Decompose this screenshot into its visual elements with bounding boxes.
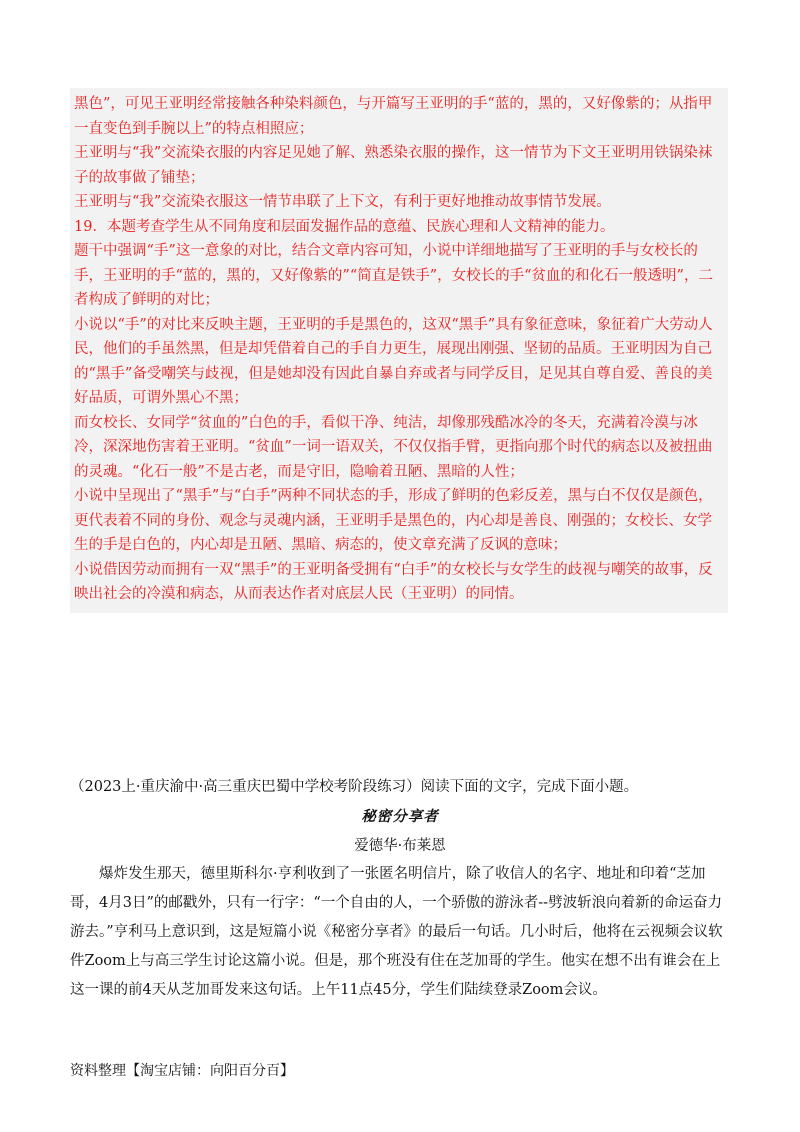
- question-source-line: （2023上·重庆渝中·高三重庆巴蜀中学校考阶段练习）阅读下面的文字，完成下面小题。: [70, 779, 639, 795]
- story-author: 爱德华·布莱恩: [354, 838, 446, 854]
- story-title: 秘密分享者: [361, 808, 439, 825]
- answer-paragraph: 小说中呈现出了“黑手”与“白手”两种不同状态的手，形成了鲜明的色彩反差，黑与白不仅仅是颜色，更代表着不同的身份、观念与灵魂内涵，王亚明手是黑色的，内心却是善良、刚强的；女校长、女学生的手是白色的，内心却是丑陋、黑暗、病态的，使文章充满了反讽的意味；: [74, 488, 713, 553]
- answer-explanation-block: [70, 88, 728, 613]
- answer-paragraph: 而女校长、女同学“贫血的”白色的手，看似干净、纯洁，却像那残酷冰冷的冬天，充满着冷漠与冰冷，深深地伤害着王亚明。“贫血”一词一语双关，不仅仅指手臂，更指向那个时代的病态以及被扭曲的灵魂。“化石一般”不是古老，而是守旧，隐喻着丑陋、黑暗的人性；: [74, 414, 713, 480]
- answer-paragraph: 19．本题考查学生从不同角度和层面发掘作品的意蕴、民族心理和人文精神的能力。: [74, 218, 615, 235]
- answer-paragraph: 王亚明与“我”交流染衣服这一情节串联了上下文，有利于更好地推动故事情节发展。: [74, 194, 611, 210]
- story-body: [70, 860, 730, 1005]
- answer-paragraph: 王亚明与“我”交流染衣服的内容足见她了解、熟悉染衣服的操作，这一情节为下文王亚明用铁锅染袜子的故事做了铺垫；: [74, 145, 713, 186]
- answer-paragraph: 小说借因劳动而拥有一双“黑手”的王亚明备受拥有“白手”的女校长与女学生的歧视与嘲笑的故事，反映出社会的冷漠和病态，从而表达作者对底层人民（王亚明）的同情。: [74, 561, 713, 602]
- story-paragraph: 爆炸发生那天，德里斯科尔·亨利收到了一张匿名明信片，除了收信人的名字、地址和印着“芝加哥，4月3日”的邮戳外，只有一行字：“一个自由的人，一个骄傲的游泳者--劈波斩浪向着新的命运奋力游去。”亨利马上意识到，这是短篇小说《秘密分享者》的最后一句话。几小时后，他将在云视频会议软件Zoom上与高三学生讨论这篇小说。但是，那个班没有住在芝加哥的学生。他实在想不出有谁会在上这一课的前4天从芝加哥发来这句话。上午11点45分，学生们陆续登录Zoom会议。: [70, 866, 723, 998]
- answer-paragraph: 题干中强调“手”这一意象的对比，结合文章内容可知，小说中详细地描写了王亚明的手与女校长的手，王亚明的手“蓝的，黑的，又好像紫的”“简直是铁手”，女校长的手“贫血的和化石一般透明”，二者构成了鲜明的对比；: [74, 243, 713, 308]
- answer-paragraph: 小说以“手”的对比来反映主题，王亚明的手是黑色的，这双“黑手”具有象征意味，象征着广大劳动人民，他们的手虽然黑，但是却凭借着自己的手自力更生，展现出刚强、坚韧的品质。王亚明因为自己的“黑手”备受嘲笑与歧视，但是她却没有因此自暴自弃或者与同学反目，足见其自尊自爱、善良的美好品质，可谓外黑心不黑；: [74, 316, 713, 406]
- answer-paragraph: 黑色”，可见王亚明经常接触各种染料颜色，与开篇写王亚明的手“蓝的，黑的，又好像紫的；从指甲一直变色到手腕以上”的特点相照应；: [74, 96, 713, 137]
- footer-note: 资料整理【淘宝店铺：向阳百分百】: [70, 1063, 294, 1079]
